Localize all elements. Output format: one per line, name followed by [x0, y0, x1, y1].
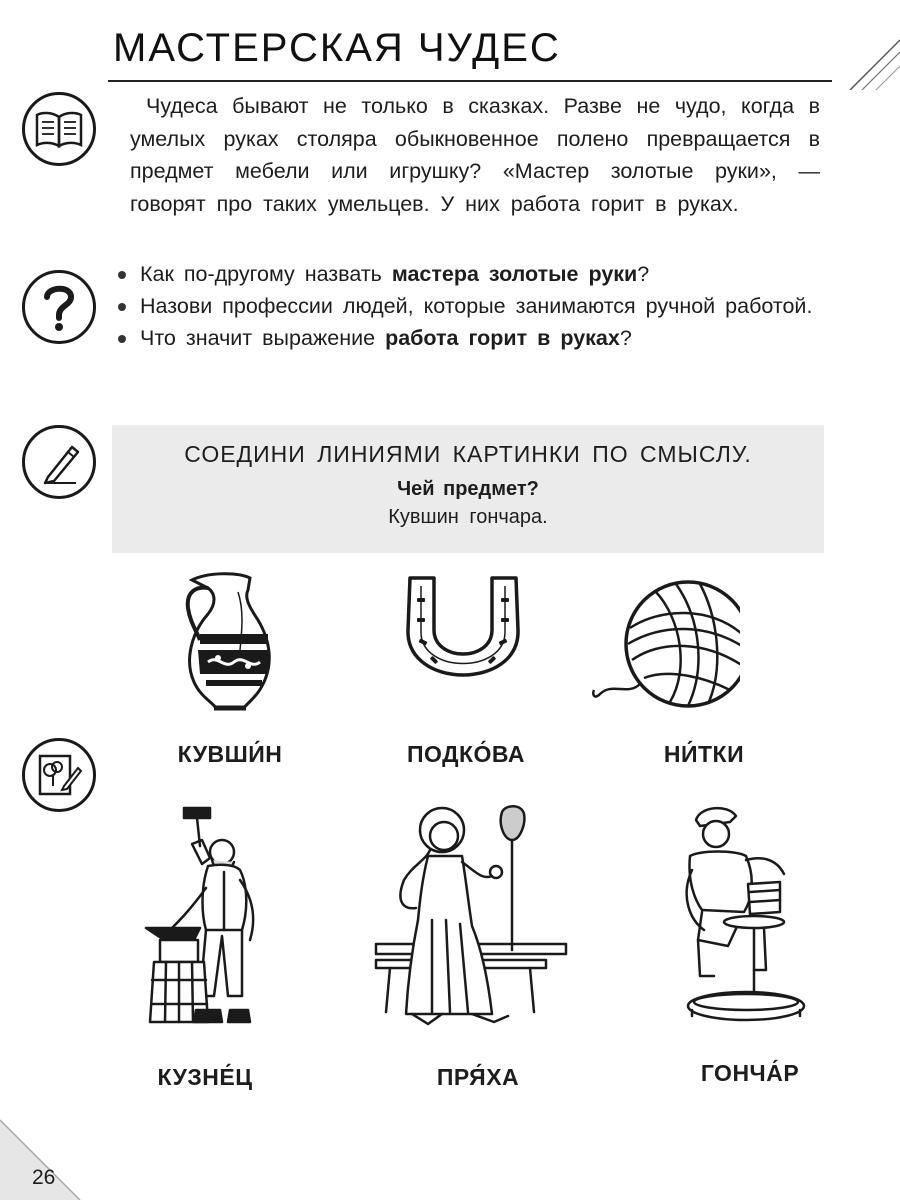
- label-potter: ГОНЧА́Р: [700, 1060, 800, 1086]
- label-horseshoe: ПОДКО́ВА: [406, 741, 525, 767]
- yarn-ball-picture[interactable]: [590, 578, 740, 714]
- task-heading: СОЕДИНИ ЛИНИЯМИ КАРТИНКИ ПО СМЫСЛУ.: [184, 441, 752, 467]
- page-title: МАСТЕРСКАЯ ЧУДЕС: [113, 26, 561, 70]
- jug-picture[interactable]: [178, 570, 282, 718]
- question-item: Назови профессии людей, которые занимаются ручной работой.: [112, 290, 822, 322]
- label-thread: НИ́ТКИ: [663, 741, 745, 767]
- reading-text: Чудеса бывают не только в сказках. Разве не чудо, когда в умелых руках столяра обыкновенное полено превращается в предмет мебели или игрушку? «Мастер золотые руки», — говорят про таких умельцев. У них работа горит в руках.: [130, 94, 820, 216]
- task-example: Кувшин гончара.: [388, 506, 548, 528]
- task-box: [112, 425, 824, 553]
- question-mark-icon: [22, 270, 96, 344]
- spinner-picture[interactable]: [372, 800, 572, 1032]
- label-blacksmith: КУЗНЕ́Ц: [157, 1064, 253, 1090]
- question-item: Как по-другому назвать мастера золотые руки?: [112, 258, 822, 290]
- label-spinner: ПРЯ́ХА: [436, 1064, 520, 1090]
- pencil-icon: [22, 425, 96, 499]
- blacksmith-picture[interactable]: [130, 800, 270, 1030]
- task-question: Чей предмет?: [397, 478, 539, 500]
- horseshoe-picture[interactable]: [408, 578, 518, 675]
- question-item: Что значит выражение работа горит в руках?: [112, 322, 822, 354]
- page-number: 26: [32, 1166, 56, 1189]
- question-list: [112, 258, 822, 354]
- drawing-sheet-icon: [22, 738, 96, 812]
- label-jug: КУВШИ́Н: [177, 741, 283, 767]
- potter-picture[interactable]: [680, 800, 810, 1028]
- title-divider: [108, 80, 832, 82]
- corner-decoration: [780, 0, 900, 90]
- open-book-icon: [22, 92, 96, 166]
